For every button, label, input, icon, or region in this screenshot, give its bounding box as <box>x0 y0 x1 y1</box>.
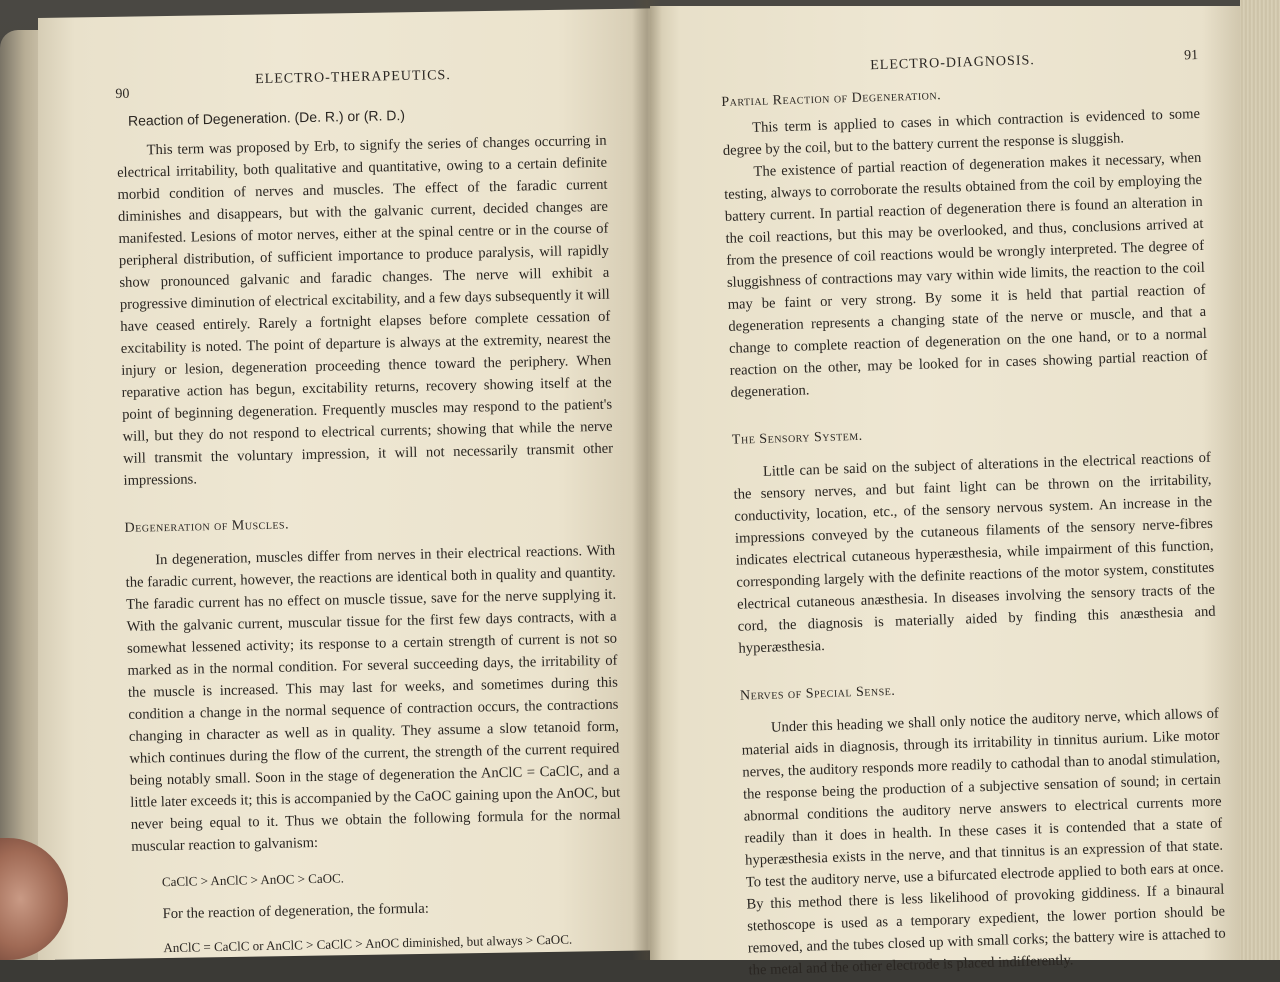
paragraph: In degeneration, muscles differ from nerves in their electrical reactions. With the faradic current, however, the reactions are identical both in quality and quantity. The faradic current has no effect on muscle tissue, save for the nerve supplying it. With the galvanic current, muscular tissue for the first few days contracts, with a somewhat lessened activity; its response to a certain strength of current is not so marked as in the normal condition. For several succeeding days, the irritability of the muscle is increased. This may last for weeks, and sometimes during this condition a change in the normal sequence of contraction occurs, the contractions changing in character as well as in quality. They assume a slow tetanoid form, which continues during the flow of the current, the strength of the current required being notably small. Soon in the stage of degeneration the AnClC = CaClC, and a little later exceeds it; this is accompanied by the CaOC gaining upon the AnOC, but never being equal to it. Thus we obtain the following formula for the normal muscular reaction to galvanism: <box>125 542 621 855</box>
page-number: 90 <box>115 86 130 102</box>
page-number: 91 <box>1183 47 1199 64</box>
running-head-title: ELECTRO-DIAGNOSIS. <box>870 53 1036 74</box>
paragraph: This term is applied to cases in which contraction is evidenced to some degree by the coil, but to the battery current the response is sluggish. <box>722 105 1201 159</box>
running-head-title: ELECTRO-THERAPEUTICS. <box>255 67 451 88</box>
paragraph: Little can be said on the subject of alterations in the electrical reactions of the sensory nerves, and but faint light can be thrown on the irritability, conductivity, location, etc., of the sensory nervous system. An increase in the impressions conveyed by the cutaneous filaments of the sensory nerve-fibres indicates electrical cutaneous hyperæsthesia, while impairment of this function, corresponding largely with the definite reactions of the motor system, constitutes electrical cutaneous anæsthesia. In diseases involving the sensory tracts of the cord, the diagnosis is materially aided by finding this anæsthesia and hyperæsthesia. <box>733 449 1216 657</box>
paragraph: This term was proposed by Erb, to signify the series of changes occurring in electrical irritability, both qualitative and quantitative, owing to a certain definite morbid condition of nerves and muscles. The effect of the faradic current diminishes and disappears, but with the galvanic current, decided changes are manifested. Lesions of motor nerves, either at the spinal centre or in the course of peripheral distribution, of sufficient importance to produce paralysis, will rapidly show pronounced galvanic and faradic changes. The nerve will exhibit a progressive diminution of electrical excitability, and a few days subsequently it will have ceased entirely. Rarely a fortnight elapses before complete cessation of excitability is noted. The point of departure is always at the extremity, nearest the injury or lesion, degeneration proceeding thence toward the periphery. When reparative action has begun, excitability returns, recovery showing itself at the point of beginning degeneration. Frequently muscles may respond to the patient's will, but they do not respond to electrical currents; showing that while the nerve will transmit the voluntary impression, it will not necessarily transmit other impressions. <box>116 132 614 489</box>
section-heading: Degeneration of Muscles. <box>124 517 290 536</box>
left-page-text <box>115 62 623 960</box>
book-gutter <box>632 0 662 960</box>
section-heading: Partial Reaction of Degeneration. <box>721 88 942 110</box>
formula: CaClC > AnClC > AnOC > CaOC. <box>161 870 345 890</box>
section-heading: Nerves of Special Sense. <box>739 683 896 704</box>
formula: AnClC = CaClC or AnClC > CaClC > AnOC diminished, but always > CaOC. <box>163 931 573 956</box>
right-page-text <box>720 45 1227 982</box>
paragraph: The existence of partial reaction of degeneration makes it necessary, when testing, always to corroborate the results obtained from the coil by employing the battery current. In partial reaction of degeneration there is found an alteration in the coil reactions, but this may be overlooked, and thus, conclusions arrived at from the presence of coil reactions would be wrongly interpreted. The degree of sluggishness of contractions may vary within wide limits, the reaction to the coil may be faint or very strong. By some it is held that partial reaction of degeneration represents a changing state of the nerve or muscle, and that a change to complete reaction of degeneration on the one hand, or to a normal reaction on the other, may be looked for in cases showing partial reaction of degeneration. <box>723 149 1208 401</box>
page-edges <box>1240 0 1280 960</box>
paragraph: Under this heading we shall only notice the auditory nerve, which allows of material aids in diagnosis, through its irritability in tinnitus aurium. Like motor nerves, the auditory responds more readily to cathodal than to anodal stimulation, the response being the production of a subjective sensation of sound; in certain abnormal conditions the auditory nerve answers to electrical currents more readily than it does in health. In these cases it is contended that a state of hyperæsthesia exists in the nerve, and that tinnitus is an expression of that state. To test the auditory nerve, use a bifurcated electrode applied to both ears at once. By this method there is less likelihood of provoking giddiness. If a binaural stethoscope is used as a temporary expedient, the lower portion should be removed, and the tubes closed up with small corks; the battery wire is attached to the metal and the other electrode is placed indifferently. <box>741 705 1226 979</box>
paragraph: For the reaction of degeneration, the formula: <box>162 900 430 923</box>
section-heading: The Sensory System. <box>731 428 863 448</box>
section-heading: Reaction of Degeneration. (De. R.) or (R. D.) <box>127 106 406 129</box>
